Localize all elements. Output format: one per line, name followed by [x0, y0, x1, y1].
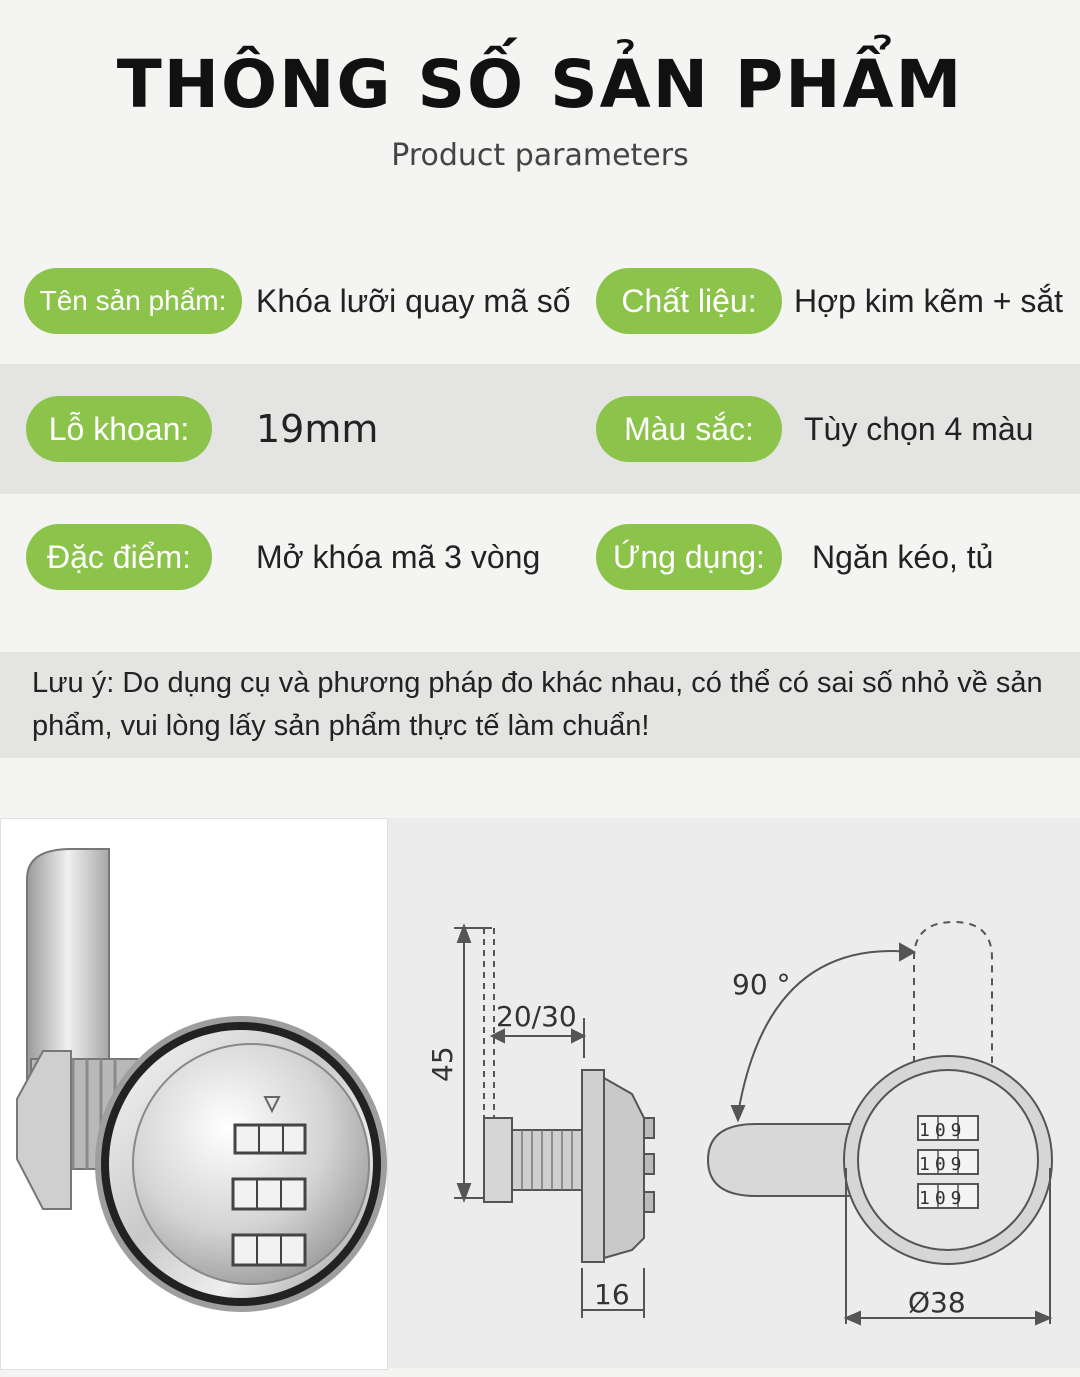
dim-shaft: 20/30 [496, 1000, 577, 1033]
spec-value-application: Ngăn kéo, tủ [812, 539, 994, 575]
spec-row-3 [0, 494, 1080, 622]
spec-label-feature: Đặc điểm: [26, 524, 212, 590]
spec-row-2 [0, 364, 1080, 494]
dim-angle: 90 ° [732, 968, 791, 1001]
spec-label-product-name: Tên sản phẩm: [24, 268, 242, 334]
technical-drawing [388, 818, 1080, 1368]
side-view [454, 926, 654, 1318]
spec-label-application: Ứng dụng: [596, 524, 782, 590]
note-text: Lưu ý: Do dụng cụ và phương pháp đo khác nhau, có thể có sai số nhỏ về sản phẩm, vui lòng lấy sản phẩm thực tế làm chuẩn! [32, 667, 1043, 742]
page-title: THÔNG SỐ SẢN PHẨM [116, 46, 964, 123]
spec-value-drill-hole: 19mm [256, 407, 379, 451]
spec-value-color: Tùy chọn 4 màu [804, 411, 1034, 447]
dim-diameter: Ø38 [908, 1286, 966, 1319]
spec-label-color: Màu sắc: [596, 396, 782, 462]
product-photo-panel [0, 818, 388, 1370]
product-photo [1, 819, 387, 1369]
hex-nut [17, 1051, 71, 1209]
dim-height: 45 [426, 1046, 459, 1082]
technical-drawing-panel [388, 818, 1080, 1368]
note-banner [0, 652, 1080, 758]
combination-dials [233, 1125, 305, 1265]
dial-row-1: 109 [919, 1120, 967, 1141]
dim-depth: 16 [594, 1278, 630, 1311]
spec-value-feature: Mở khóa mã 3 vòng [256, 539, 541, 575]
spec-value-material: Hợp kim kẽm + sắt [794, 283, 1064, 319]
spec-label-drill-hole: Lỗ khoan: [26, 396, 212, 462]
page-subtitle: Product parameters [391, 138, 689, 173]
dial-row-2: 109 [919, 1154, 967, 1175]
spec-value-product-name: Khóa lưỡi quay mã số [256, 283, 571, 319]
spec-row-1 [0, 236, 1080, 364]
dial-row-3: 109 [919, 1188, 967, 1209]
spec-label-material: Chất liệu: [596, 268, 782, 334]
